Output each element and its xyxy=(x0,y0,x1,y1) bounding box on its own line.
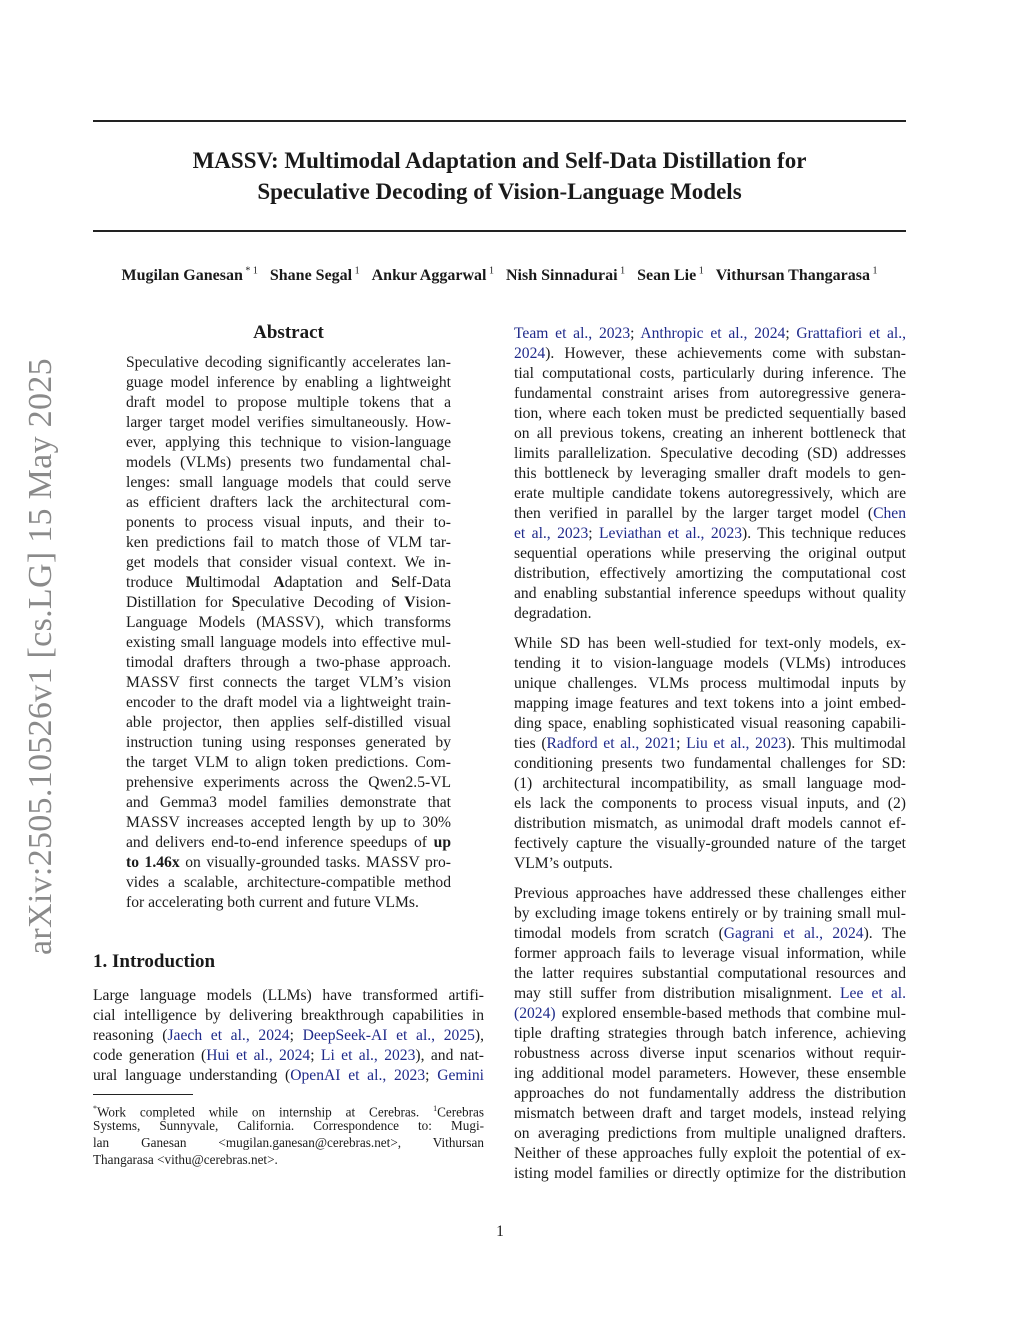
text-line: and enabling substantial inference speedups without quality xyxy=(514,585,906,602)
citation-link[interactable]: Gagrani et al., 2024 xyxy=(723,925,864,942)
citation-link[interactable]: Liu et al., 2023 xyxy=(686,735,787,752)
text-line: and delivers end-to-end inference speedups of up xyxy=(126,834,451,851)
author xyxy=(506,267,625,284)
bold-text: S xyxy=(231,594,241,611)
citation-link[interactable]: Team et al., 2023 xyxy=(514,325,631,342)
paragraph xyxy=(514,634,906,874)
citation-link[interactable]: Leviathan et al., 2023 xyxy=(599,525,743,542)
abstract-heading: Abstract xyxy=(253,322,324,343)
text-line: for accelerating both current and future VLMs. xyxy=(126,894,419,911)
title-line: Speculative Decoding of Vision-Language Models xyxy=(257,179,742,204)
text-line: timodal drafters through a two-phase approach. xyxy=(126,654,451,671)
paragraph xyxy=(514,884,906,1184)
text-line: els lack the components to process visual inputs, and (2) xyxy=(514,795,906,812)
footnote-line: lan Ganesan <mugilan.ganesan@cerebras.net>, Vithursan xyxy=(93,1135,484,1150)
text-line: ever, applying this technique to vision-language xyxy=(126,434,451,451)
text-line: larger target model verifies simultaneously. How- xyxy=(126,414,451,431)
text-line: ken predictions fail to match those of VLM tar- xyxy=(126,534,451,551)
text-line: VLM’s outputs. xyxy=(514,855,613,872)
text-line: on all previous tokens, creating an inherent bottleneck that xyxy=(514,425,906,442)
text-line: Distillation for Speculative Decoding of Vision- xyxy=(126,594,451,611)
citation-link[interactable]: Grattafiori et al., xyxy=(796,325,906,342)
citation-link[interactable]: Jaech et al., 2024 xyxy=(167,1027,290,1044)
text-line: troduce Multimodal Adaptation and Self-Data xyxy=(126,574,451,591)
author-name: Mugilan Ganesan xyxy=(121,267,243,285)
text-line: tiple drafting strategies through batch inference, achieving xyxy=(514,1025,906,1042)
author xyxy=(637,267,704,284)
paragraph xyxy=(126,353,451,913)
text-line: code generation (Hui et al., 2024; Li et al., 2023), and nat- xyxy=(93,1047,485,1064)
title-line: MASSV: Multimodal Adaptation and Self-Data Distillation for xyxy=(192,148,807,173)
affiliation-marker: * 1 xyxy=(242,266,258,277)
text-line: cial intelligence by delivering breakthrough capabilities in xyxy=(93,1007,484,1024)
text-line: isting model families or directly optimize for the distribution xyxy=(514,1165,906,1182)
text-line: fectively capture the visually-grounded nature of the target xyxy=(514,835,906,852)
author xyxy=(270,267,360,284)
page-number: 1 xyxy=(496,1223,504,1240)
text-line: limits parallelization. Speculative decoding (SD) addresses xyxy=(514,445,906,462)
text-line: get models that consider visual context. We in- xyxy=(126,554,451,571)
text-line: ponents to process visual inputs, and their to- xyxy=(126,514,451,531)
title-bottom-rule xyxy=(93,230,906,232)
text-line: erate multiple candidate tokens autoregressively, which are xyxy=(514,485,906,502)
author xyxy=(372,267,494,284)
text-line: encoder to the draft model via a lightweight train- xyxy=(126,694,451,711)
author-list xyxy=(93,266,906,285)
text-line: mapping image features and text tokens into a joint embed- xyxy=(514,695,906,712)
affiliation-marker: 1 xyxy=(869,266,878,277)
text-line: MASSV first connects the target VLM’s vision xyxy=(126,674,451,691)
citation-link[interactable]: DeepSeek-AI et al., 2025 xyxy=(302,1027,475,1044)
citation-link[interactable]: Gemini xyxy=(437,1067,484,1084)
citation-link[interactable]: Li et al., 2023 xyxy=(320,1047,416,1064)
text-line: ding space, enabling sophisticated visual reasoning capabili- xyxy=(514,715,906,732)
text-line: tending it to vision-language models (VLMs) introduces xyxy=(514,655,906,672)
right-column-body xyxy=(514,324,906,1194)
author-name: Shane Segal xyxy=(269,267,353,285)
text-line: (1) architectural incompatibility, as small language mod- xyxy=(514,775,906,792)
footnote xyxy=(93,1100,484,1168)
text-line: Large language models (LLMs) have transformed artifi- xyxy=(93,987,484,1004)
text-line: former approach fails to leverage visual information, while xyxy=(514,945,906,962)
text-line: guage model inference by enabling a lightweight xyxy=(126,374,451,391)
text-line: 2024). However, these achievements come with substan- xyxy=(514,345,906,362)
text-line: robustness across diverse input scenarios without requir- xyxy=(514,1045,906,1062)
footnote-marker: 1 xyxy=(433,1104,438,1113)
text-line: prehensive experiments across the Qwen2.5-VL xyxy=(126,774,451,791)
text-line: existing small language models into effective mul- xyxy=(126,634,451,651)
citation-link[interactable]: OpenAI et al., 2023 xyxy=(290,1067,426,1084)
bold-text: A xyxy=(273,574,285,591)
text-line: ural language understanding (OpenAI et al., 2023; Gemini xyxy=(93,1067,484,1084)
footnote-line: Thangarasa <vithu@cerebras.net>. xyxy=(93,1152,278,1167)
affiliation-marker: 1 xyxy=(696,266,704,277)
text-line: on averaging predictions from multiple unaligned drafters. xyxy=(514,1125,906,1142)
text-line: approaches do not fundamentally address the distribution xyxy=(514,1085,906,1102)
citation-link[interactable]: (2024) xyxy=(514,1005,556,1022)
text-line: (2024) explored ensemble-based methods that combine mul- xyxy=(514,1005,906,1022)
text-line: fundamental constraint arises from autoregressive genera- xyxy=(514,385,906,402)
text-line: distribution, effectively amortizing the computational cost xyxy=(514,565,906,582)
text-line: able projector, then applies self-distilled visual xyxy=(126,714,451,731)
text-line: and Gemma3 model families demonstrate that xyxy=(126,794,451,811)
text-line: mismatch between draft and target models, instead relying xyxy=(514,1105,906,1122)
introduction-body xyxy=(93,986,484,1096)
bold-text: up xyxy=(433,834,451,851)
text-line: Neither of these approaches fully exploit the potential of ex- xyxy=(514,1145,906,1162)
text-line: conditioning presents two fundamental challenges for SD: xyxy=(514,755,906,772)
text-line: While SD has been well-studied for text-only models, ex- xyxy=(514,635,906,652)
paragraph xyxy=(93,986,484,1086)
top-rule xyxy=(93,120,906,122)
citation-link[interactable]: 2024 xyxy=(514,345,546,362)
text-line: Team et al., 2023; Anthropic et al., 2024; Grattafiori et al., xyxy=(514,325,906,342)
author-name: Nish Sinnadurai xyxy=(505,267,618,285)
bold-text: to 1.46x xyxy=(126,854,180,871)
text-line: tial computational costs, particularly during inference. The xyxy=(514,365,906,382)
citation-link[interactable]: et al., 2023 xyxy=(514,525,589,542)
text-line: ties (Radford et al., 2021; Liu et al., 2023). This multimodal xyxy=(514,735,906,752)
text-line: distribution mismatch, as unimodal draft models cannot ef- xyxy=(514,815,906,832)
bold-text: S xyxy=(391,574,400,591)
text-line: to 1.46x on visually-grounded tasks. MASSV pro- xyxy=(126,854,451,871)
affiliation-marker: 1 xyxy=(617,266,626,277)
text-line: the target VLM to align token predictions. Com- xyxy=(126,754,451,771)
abstract-body xyxy=(126,353,451,923)
citation-link[interactable]: Lee et al. xyxy=(840,985,906,1002)
footnote-rule xyxy=(93,1094,193,1095)
text-line: timodal models from scratch (Gagrani et al., 2024). The xyxy=(514,925,906,942)
section-heading-introduction: 1. Introduction xyxy=(93,951,216,972)
bold-text: M xyxy=(185,574,201,591)
author-name: Vithursan Thangarasa xyxy=(715,267,870,285)
footnote-line: *Work completed while on internship at Cerebras. $^1$Cerebras xyxy=(93,1104,484,1120)
text-line: Previous approaches have addressed these challenges either xyxy=(514,885,906,902)
text-line: by excluding image tokens entirely or by training small mul- xyxy=(514,905,906,922)
text-line: the latter requires substantial computational resources and xyxy=(514,965,906,982)
text-line: then verified in parallel by the larger target model (Chen xyxy=(514,505,906,522)
affiliation-marker: 1 xyxy=(352,266,360,277)
affiliation-marker: 1 xyxy=(486,266,494,277)
citation-link[interactable]: Radford et al., 2021 xyxy=(546,735,677,752)
text-line: reasoning (Jaech et al., 2024; DeepSeek-AI et al., 2025), xyxy=(93,1027,485,1044)
footnote-marker: * xyxy=(93,1104,97,1113)
footnote-line: Systems, Sunnyvale, California. Correspondence to: Mugi- xyxy=(93,1118,484,1133)
text-line: tion, where each token must be predicted sequentially based xyxy=(514,405,906,422)
text-line: sequential operations while preserving the original output xyxy=(514,545,906,562)
paragraph xyxy=(514,324,906,624)
text-line: ing additional model parameters. However, these ensemble xyxy=(514,1065,906,1082)
text-line: et al., 2023; Leviathan et al., 2023). This technique reduces xyxy=(514,525,906,542)
text-line: instruction tuning using responses generated by xyxy=(126,734,451,751)
text-line: degradation. xyxy=(514,605,592,622)
author-name: Sean Lie xyxy=(637,267,697,285)
text-line: vides a scalable, architecture-compatible method xyxy=(126,874,451,891)
text-line: models (VLMs) presents two fundamental chal- xyxy=(126,454,451,471)
text-line: as efficient drafters lack the architectural com- xyxy=(126,494,451,511)
text-line: lenges: small language models that could serve xyxy=(126,474,451,491)
paper-title xyxy=(93,145,906,207)
bold-text: V xyxy=(404,594,416,611)
author-name: Ankur Aggarwal xyxy=(371,267,487,285)
text-line: this bottleneck by leveraging smaller draft models to gen- xyxy=(514,465,906,482)
author xyxy=(122,267,258,284)
author xyxy=(716,267,878,284)
text-line: unique challenges. VLMs process multimodal inputs by xyxy=(514,675,906,692)
text-line: MASSV increases accepted length by up to 30% xyxy=(126,814,451,831)
citation-link[interactable]: Hui et al., 2024 xyxy=(206,1047,311,1064)
citation-link[interactable]: Anthropic et al., 2024 xyxy=(640,325,786,342)
arxiv-stamp: arXiv:2505.10526v1 [cs.LG] 15 May 2025 xyxy=(22,358,59,955)
text-line: Speculative decoding significantly accelerates lan- xyxy=(126,354,451,371)
text-line: may still suffer from distribution misalignment. Lee et al. xyxy=(514,985,906,1002)
citation-link[interactable]: Chen xyxy=(873,505,906,522)
text-line: Language Models (MASSV), which transforms xyxy=(126,614,451,631)
text-line: draft model to propose multiple tokens that a xyxy=(126,394,451,411)
